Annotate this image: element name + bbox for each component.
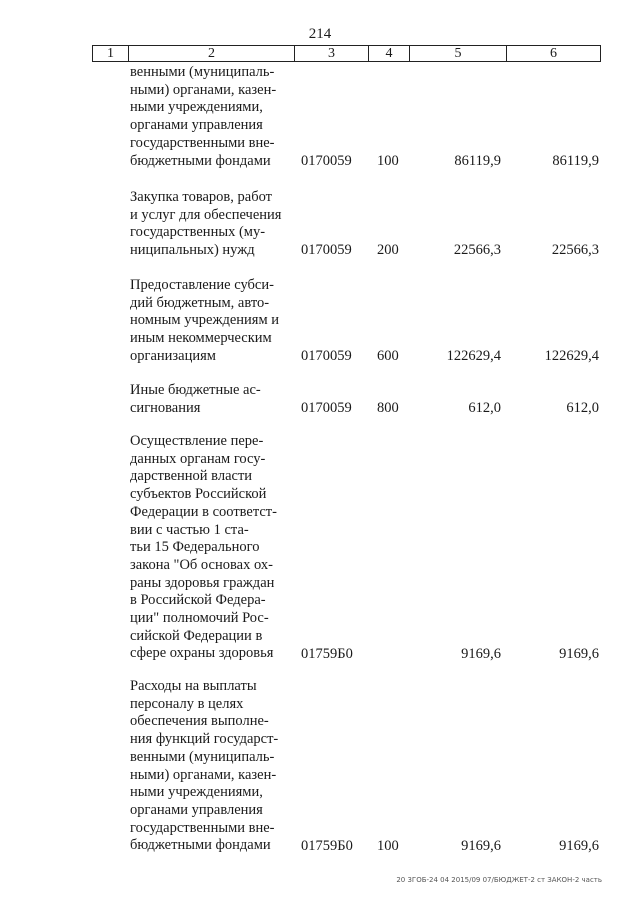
description-line: ными) органами, казен-	[130, 81, 277, 98]
description-line: и услуг для обеспечения	[130, 206, 282, 223]
document-footer: 20 3ГОБ-24 04 2015/09 07/БЮДЖЕТ-2 ст ЗАКОН-2 часть	[396, 876, 602, 884]
target-code: 0170059	[301, 242, 352, 259]
description-line: ными учреждениями,	[130, 99, 263, 116]
description-line: органами управления	[130, 117, 263, 134]
description-line: сигнования	[130, 399, 201, 416]
description-line: обеспечения выполне-	[130, 713, 269, 730]
description-line: тьи 15 Федерального	[130, 539, 260, 556]
header-col-4: 4	[368, 46, 409, 61]
page-number: 214	[308, 26, 332, 42]
header-col-2: 2	[128, 46, 294, 61]
amount-col-6: 9169,6	[559, 838, 599, 855]
description-line: Федерации в соответст-	[130, 503, 277, 520]
description-line: государственными вне-	[130, 819, 275, 836]
description-line: ции" полномочий Рос-	[130, 610, 269, 627]
table-header-row	[92, 45, 601, 62]
amount-col-5: 86119,9	[454, 153, 501, 170]
table-row	[92, 63, 601, 171]
table-row	[92, 678, 601, 856]
row-description	[130, 64, 288, 170]
description-line: закона "Об основах ох-	[130, 556, 273, 573]
expense-type: 600	[377, 348, 399, 365]
amount-col-6: 9169,6	[559, 646, 599, 663]
description-line: данных органам госу-	[130, 450, 266, 467]
description-line: Иные бюджетные ас-	[130, 382, 261, 398]
description-line: организациям	[130, 347, 216, 364]
table-row	[92, 433, 601, 664]
description-line: номным учреждениям и	[130, 312, 280, 329]
description-line: Закупка товаров, работ	[130, 189, 272, 205]
description-line: дарственной власти	[130, 468, 253, 485]
table-row	[92, 277, 601, 366]
description-line: бюджетными фондами	[130, 152, 271, 169]
target-code: 01759Б0	[301, 838, 353, 855]
target-code: 0170059	[301, 348, 352, 365]
description-line: сийской Федерации в	[130, 627, 263, 644]
description-line: Осуществление пере-	[130, 433, 264, 449]
description-line: ными) органами, казен-	[130, 766, 277, 783]
expense-type: 100	[377, 153, 399, 170]
description-line: иным некоммерческим	[130, 330, 272, 347]
amount-col-6: 122629,4	[544, 348, 599, 365]
expense-type: 800	[377, 400, 399, 417]
amount-col-5: 9169,6	[461, 838, 501, 855]
header-col-6: 6	[506, 46, 600, 61]
target-code: 0170059	[301, 400, 352, 417]
description-line: раны здоровья граждан	[130, 574, 275, 591]
description-line: органами управления	[130, 801, 263, 818]
expense-type: 100	[377, 838, 399, 855]
target-code: 0170059	[301, 153, 352, 170]
table-row	[92, 189, 601, 260]
header-col-3: 3	[294, 46, 368, 61]
amount-col-6: 86119,9	[552, 153, 599, 170]
row-description	[130, 189, 288, 260]
amount-col-5: 612,0	[468, 400, 501, 417]
description-line: государственных (му-	[130, 224, 266, 241]
description-line: государственными вне-	[130, 134, 275, 151]
row-description	[130, 382, 288, 417]
description-line: в Российской Федера-	[130, 592, 266, 609]
description-line: сфере охраны здоровья	[130, 645, 274, 662]
description-line: ния функций государст-	[130, 731, 279, 748]
description-line: персоналу в целях	[130, 695, 244, 712]
amount-col-5: 9169,6	[461, 646, 501, 663]
amount-col-5: 22566,3	[453, 242, 501, 259]
description-line: бюджетными фондами	[130, 837, 271, 854]
amount-col-5: 122629,4	[446, 348, 501, 365]
amount-col-6: 612,0	[566, 400, 599, 417]
table-row	[92, 382, 601, 418]
row-description	[130, 678, 288, 855]
amount-col-6: 22566,3	[551, 242, 599, 259]
target-code: 01759Б0	[301, 646, 353, 663]
description-line: венными (муниципаль-	[130, 748, 275, 765]
header-col-5: 5	[409, 46, 506, 61]
row-description	[130, 433, 288, 663]
description-line: Предоставление субси-	[130, 277, 274, 293]
description-line: дий бюджетным, авто-	[130, 294, 270, 311]
description-line: Расходы на выплаты	[130, 678, 257, 694]
header-col-1: 1	[107, 46, 114, 61]
description-line: ными учреждениями,	[130, 784, 263, 801]
description-line: венными (муниципаль-	[130, 64, 275, 80]
row-description	[130, 277, 288, 366]
expense-type: 200	[377, 242, 399, 259]
description-line: вии с частью 1 ста-	[130, 521, 249, 538]
description-line: субъектов Российской	[130, 486, 267, 503]
description-line: ниципальных) нужд	[130, 242, 255, 259]
